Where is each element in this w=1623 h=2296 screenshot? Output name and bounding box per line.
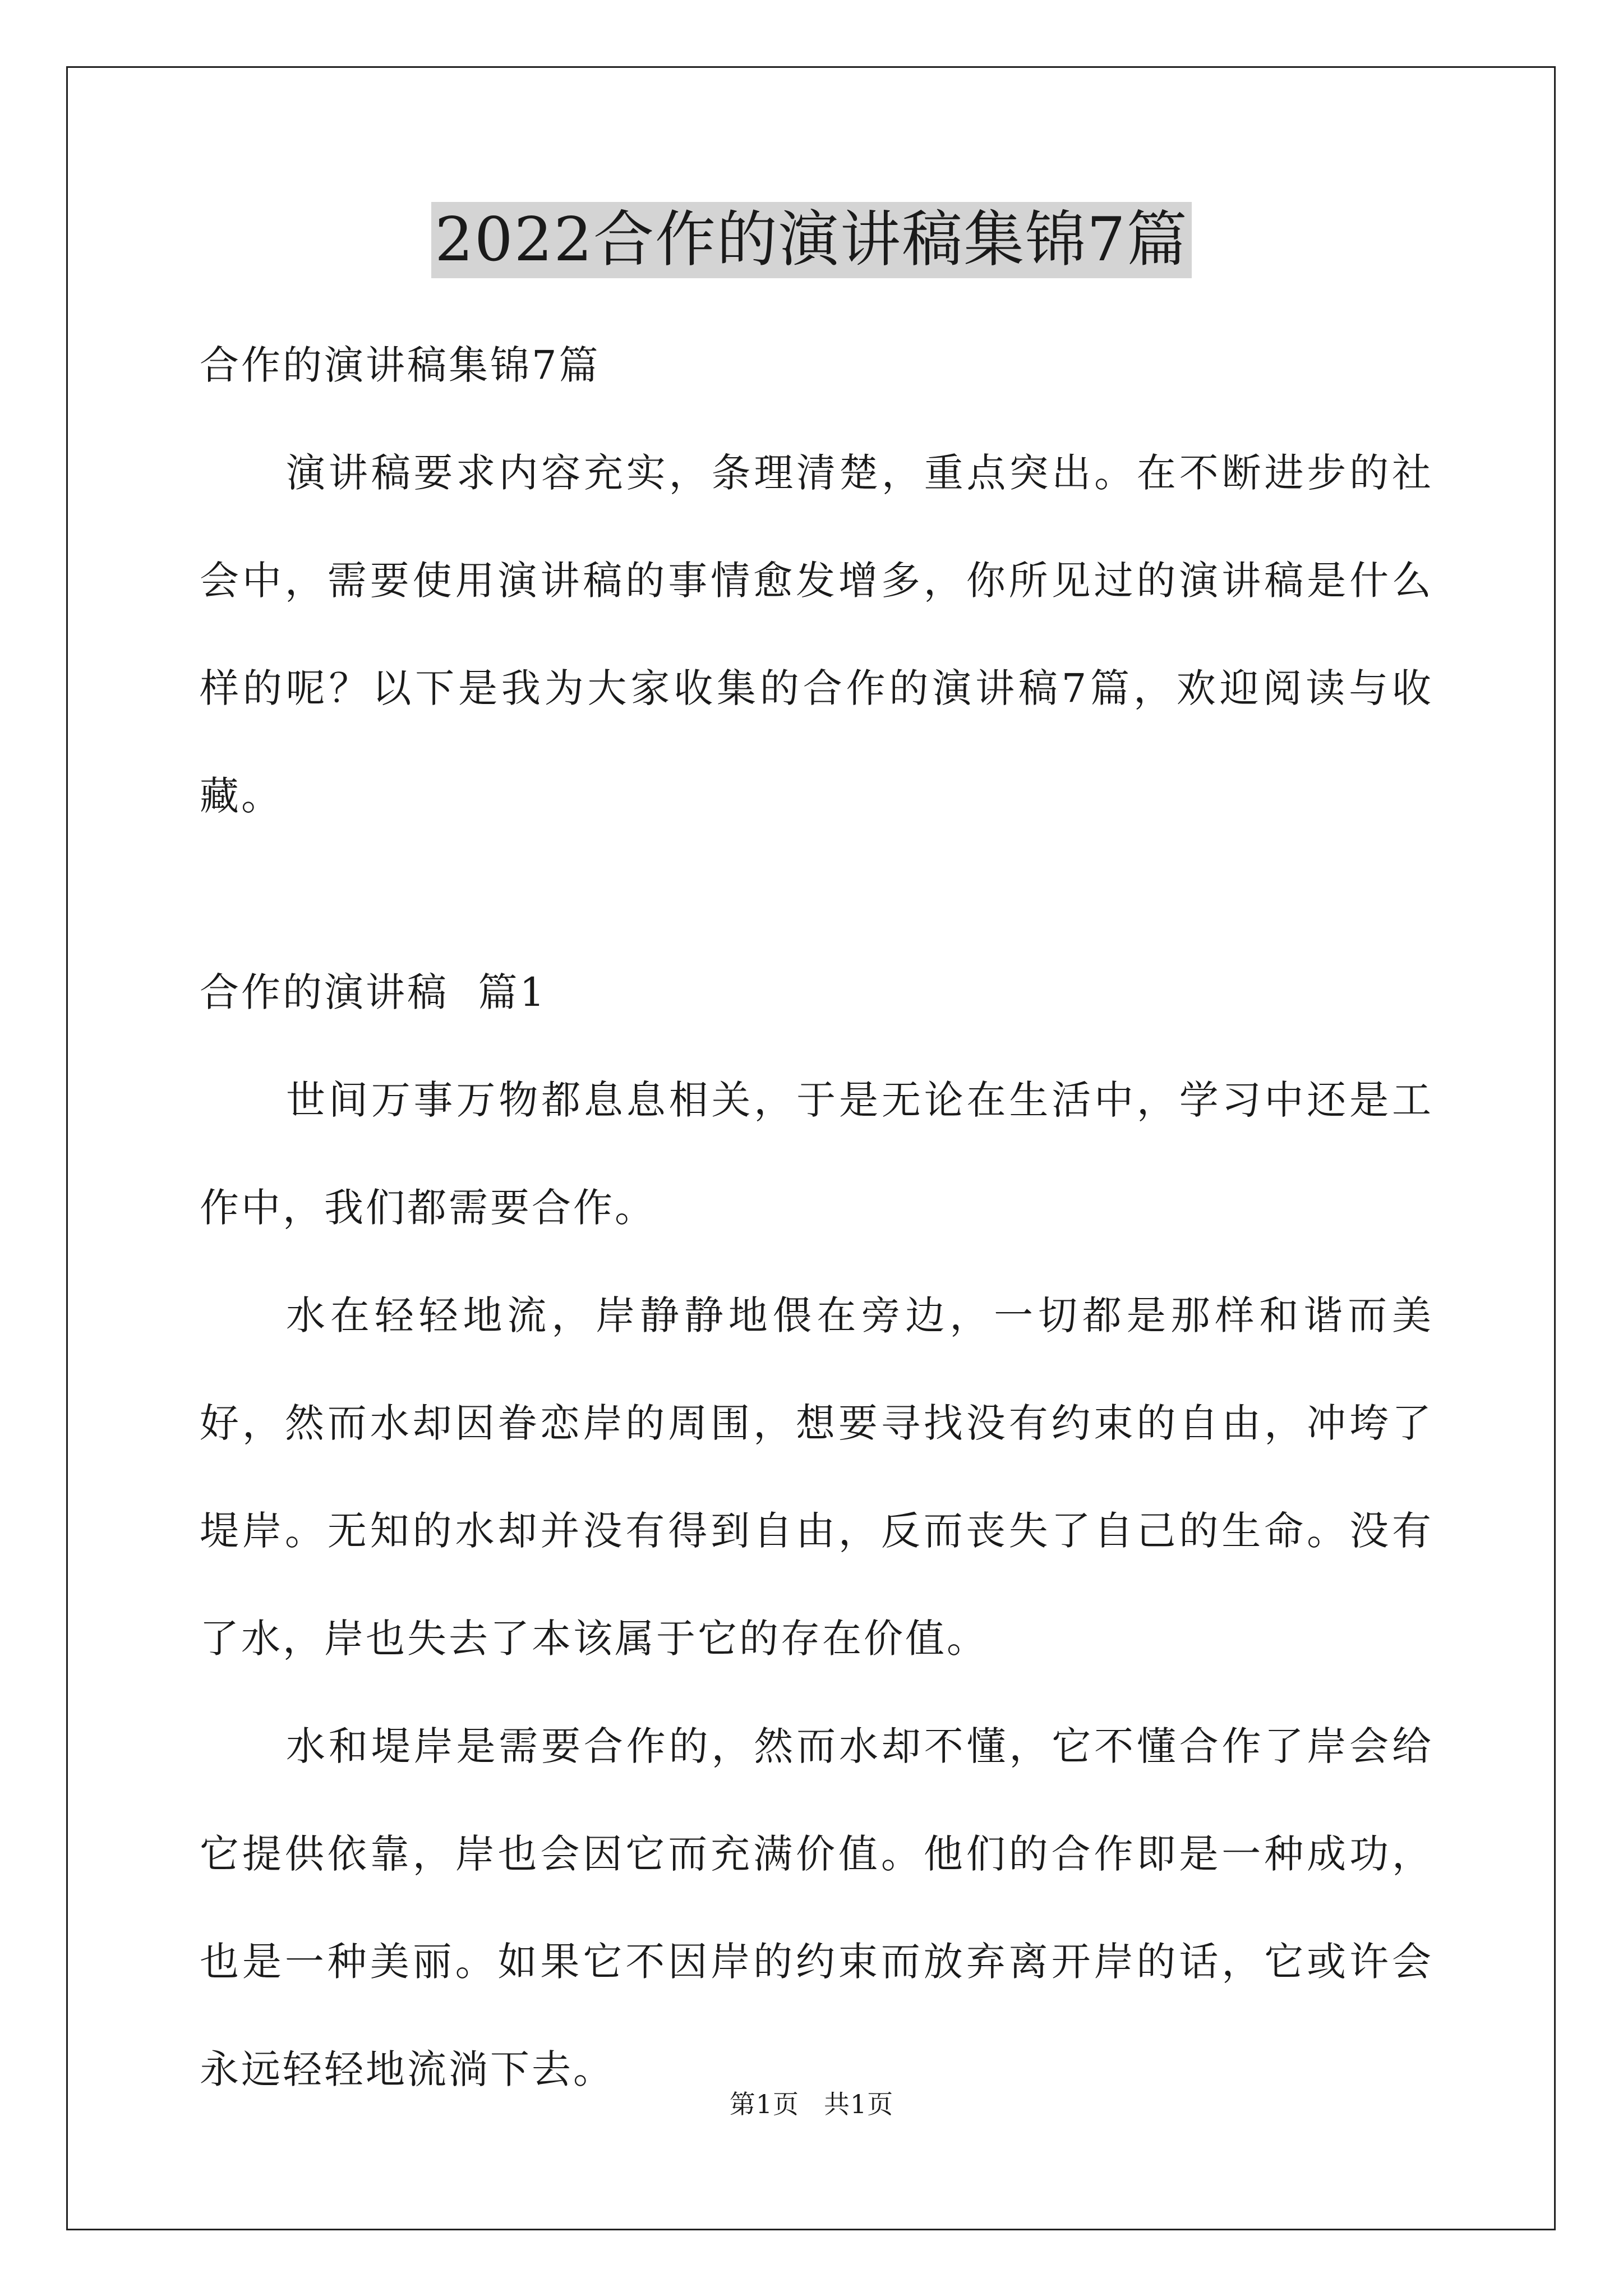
intro-paragraph: 演讲稿要求内容充实，条理清楚，重点突出。在不断进步的社会中，需要使用演讲稿的事情愈发增多，你所见过的演讲稿是什么样的呢？以下是我为大家收集的合作的演讲稿7篇，欢迎阅读与收藏。	[200, 450, 1433, 819]
page-total: 共1页	[824, 2089, 894, 2119]
page-footer	[0, 2084, 1623, 2121]
section-heading: 合作的演讲稿 篇1	[200, 969, 547, 1015]
body-paragraph: 世间万事万物都息息相关，于是无论在生活中，学习中还是工作中，我们都需要合作。	[200, 1077, 1433, 1231]
page-number: 第1页	[729, 2089, 799, 2119]
body-paragraph: 水在轻轻地流，岸静静地偎在旁边，一切都是那样和谐而美好，然而水却因眷恋岸的周围，想要寻找没有约束的自由，冲垮了堤岸。无知的水却并没有得到自由，反而丧失了自己的生命。没有了水，岸也失去了本该属于它的存在价值。	[200, 1292, 1433, 1662]
body-paragraph: 水和堤岸是需要合作的，然而水却不懂，它不懂合作了岸会给它提供依靠，岸也会因它而充满价值。他们的合作即是一种成功，也是一种美丽。如果它不因岸的约束而放弃离开岸的话，它或许会永远轻轻地流淌下去。	[200, 1723, 1433, 2092]
section-gap	[200, 850, 1433, 938]
title-container	[0, 202, 1623, 278]
document-title: 2022合作的演讲稿集锦7篇	[431, 202, 1192, 278]
document-subtitle: 合作的演讲稿集锦7篇	[200, 342, 601, 388]
document-body	[200, 311, 1433, 2123]
